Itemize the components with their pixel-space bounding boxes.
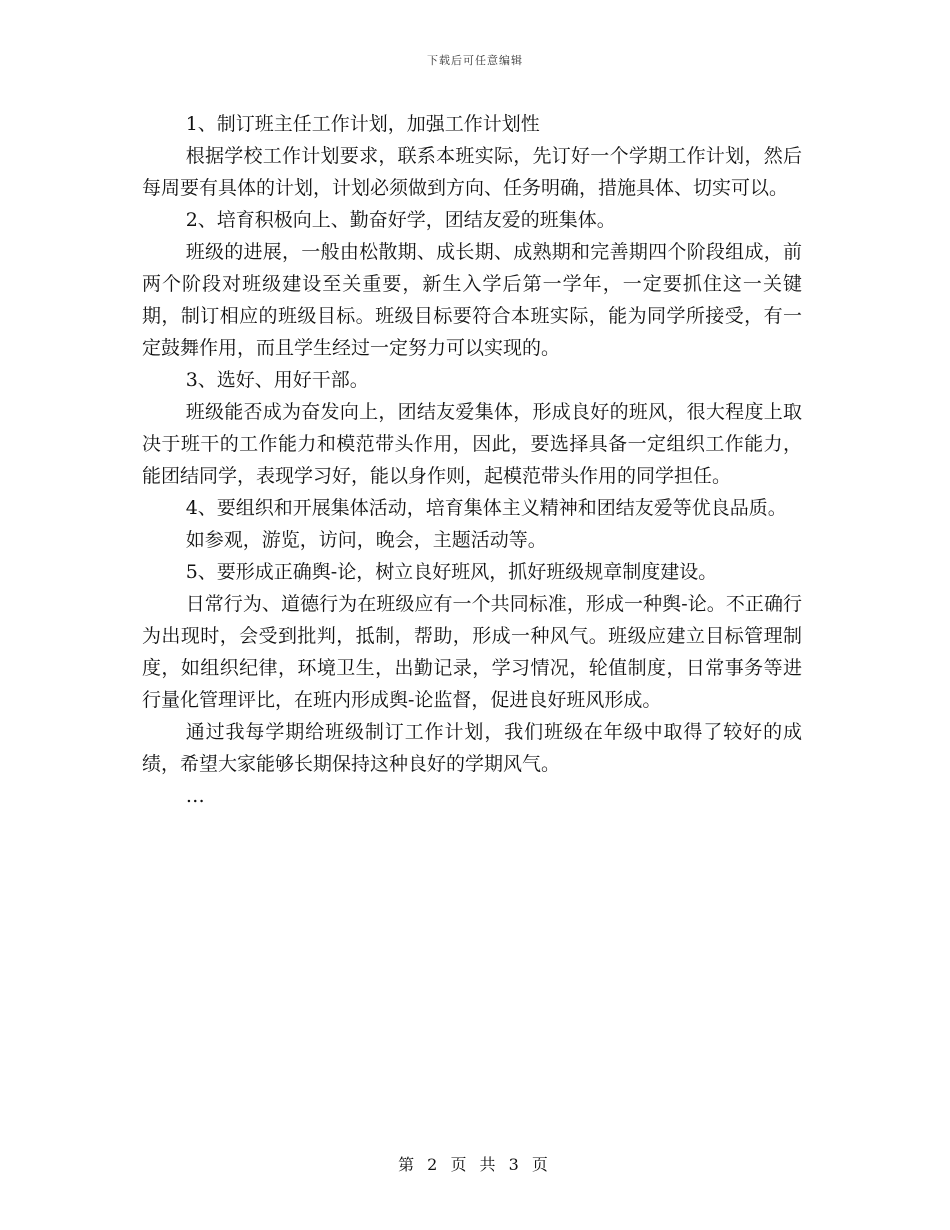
page-header: 下载后可任意编辑: [427, 54, 523, 67]
paragraph: 日常行为、道德行为在班级应有一个共同标准，形成一种舆-论。不正确行为出现时，会受到批判，抵制，帮助，形成一种风气。班级应建立目标管理制度，如组织纪律，环境卫生，出勤记录，学习情况，轮值制度，日常事务等进行量化管理评比，在班内形成舆-论监督，促进良好班风形成。: [142, 593, 802, 711]
heading-2: 2、培育积极向上、勤奋好学，团结友爱的班集体。: [185, 209, 616, 231]
paragraph: 如参观，游览，访问，晚会，主题活动等。: [185, 529, 547, 551]
heading-4: 4、要组织和开展集体活动，培育集体主义精神和团结友爱等优良品质。: [185, 497, 787, 519]
heading-1: 1、制订班主任工作计划，加强工作计划性: [185, 113, 540, 135]
heading-5: 5、要形成正确舆-论，树立良好班风，抓好班级规章制度建设。: [185, 561, 718, 583]
paragraph: 班级能否成为奋发向上，团结友爱集体，形成良好的班风，很大程度上取决于班干的工作能力和模范带头作用，因此，要选择具备一定组织工作能力，能团结同学，表现学习好，能以身作则，起模范带头作用的同学担任。: [142, 401, 802, 487]
paragraph: 通过我每学期给班级制订工作计划，我们班级在年级中取得了较好的成绩，希望大家能够长期保持这种良好的学期风气。: [142, 721, 802, 775]
paragraph: 根据学校工作计划要求，联系本班实际，先订好一个学期工作计划，然后每周要有具体的计划，计划必须做到方向、任务明确，措施具体、切实可以。: [142, 145, 802, 199]
paragraph: 班级的进展，一般由松散期、成长期、成熟期和完善期四个阶段组成，前两个阶段对班级建设至关重要，新生入学后第一学年，一定要抓住这一关键期，制订相应的班级目标。班级目标要符合本班实际，能为同学所接受，有一定鼓舞作用，而且学生经过一定努力可以实现的。: [142, 241, 802, 359]
document-body: [142, 108, 802, 812]
heading-3: 3、选好、用好干部。: [185, 369, 369, 391]
ellipsis: …: [185, 785, 205, 807]
page-footer: 第 2 页 共 3 页: [398, 1155, 552, 1174]
